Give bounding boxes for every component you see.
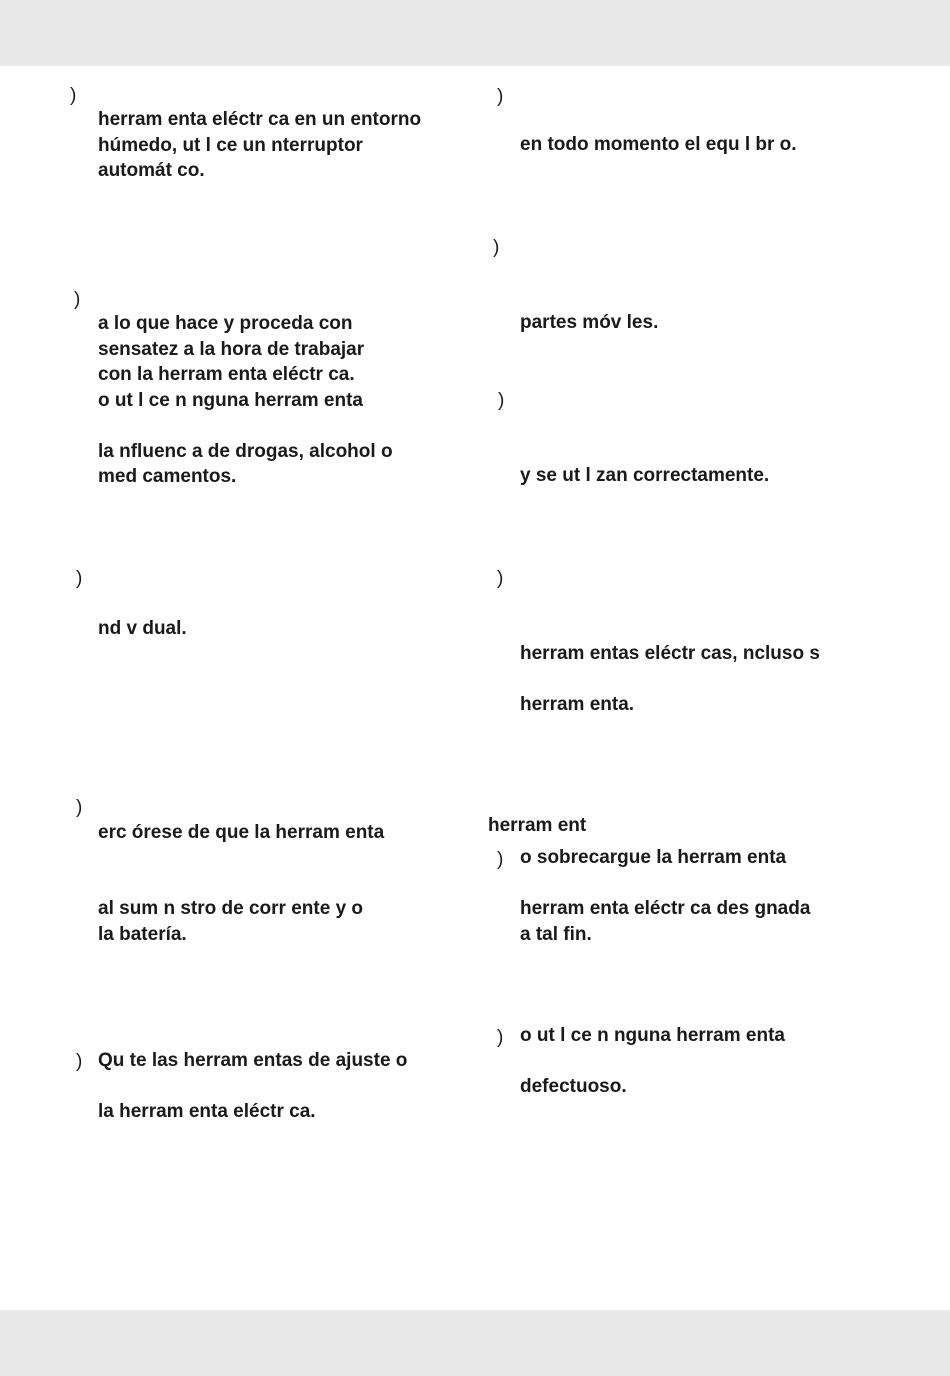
text-line: en todo momento el equ l br o.: [520, 134, 797, 155]
text-line: nd v dual.: [98, 618, 187, 639]
text-line: al sum n stro de corr ente y o: [98, 898, 364, 919]
item-marker: ): [70, 85, 77, 106]
text-line: herram enta eléctr ca des gnada: [520, 898, 811, 919]
item-marker: ): [498, 390, 505, 411]
text-line: defectuoso.: [520, 1076, 627, 1097]
text-line: la batería.: [98, 923, 187, 945]
item-marker: ): [76, 797, 83, 818]
item-marker: ): [493, 237, 500, 258]
item-marker: ): [497, 86, 504, 107]
text-line: herram enta eléctr ca en un entorno: [98, 109, 422, 130]
item-marker: ): [497, 849, 504, 870]
text-line: y se ut l zan correctamente.: [520, 465, 770, 486]
text-line: herram entas eléctr cas, ncluso s: [520, 643, 820, 664]
text-line: Qu te las herram entas de ajuste o: [98, 1050, 408, 1071]
text-line: la nfluenc a de drogas, alcohol o: [98, 440, 393, 462]
text-line: med camentos.: [98, 466, 237, 487]
text-line: sensatez a la hora de trabajar: [98, 338, 365, 360]
text-line: húmedo, ut l ce un nterruptor: [98, 134, 363, 156]
text-line: partes móv les.: [520, 312, 659, 333]
footer-band: [0, 1310, 950, 1376]
text-line: o ut l ce n nguna herram enta: [98, 389, 363, 411]
text-line: la herram enta eléctr ca.: [98, 1101, 316, 1122]
text-line: automát co.: [98, 160, 205, 181]
text-line: con la herram enta eléctr ca.: [98, 364, 355, 385]
text-line: herram enta.: [520, 694, 635, 715]
text-line: erc órese de que la herram enta: [98, 822, 385, 843]
header-band: [0, 0, 950, 66]
item-marker: ): [76, 568, 83, 589]
text-line: o sobrecargue la herram enta: [520, 847, 787, 868]
item-marker: ): [497, 568, 504, 589]
item-marker: ): [497, 1027, 504, 1048]
item-marker: ): [74, 289, 81, 310]
text-line: o ut l ce n nguna herram enta: [520, 1025, 785, 1046]
text-line: a lo que hace y proceda con: [98, 313, 353, 334]
section-heading: herram ent: [488, 815, 587, 836]
text-line: a tal fin.: [520, 923, 592, 945]
item-marker: ): [76, 1051, 83, 1072]
